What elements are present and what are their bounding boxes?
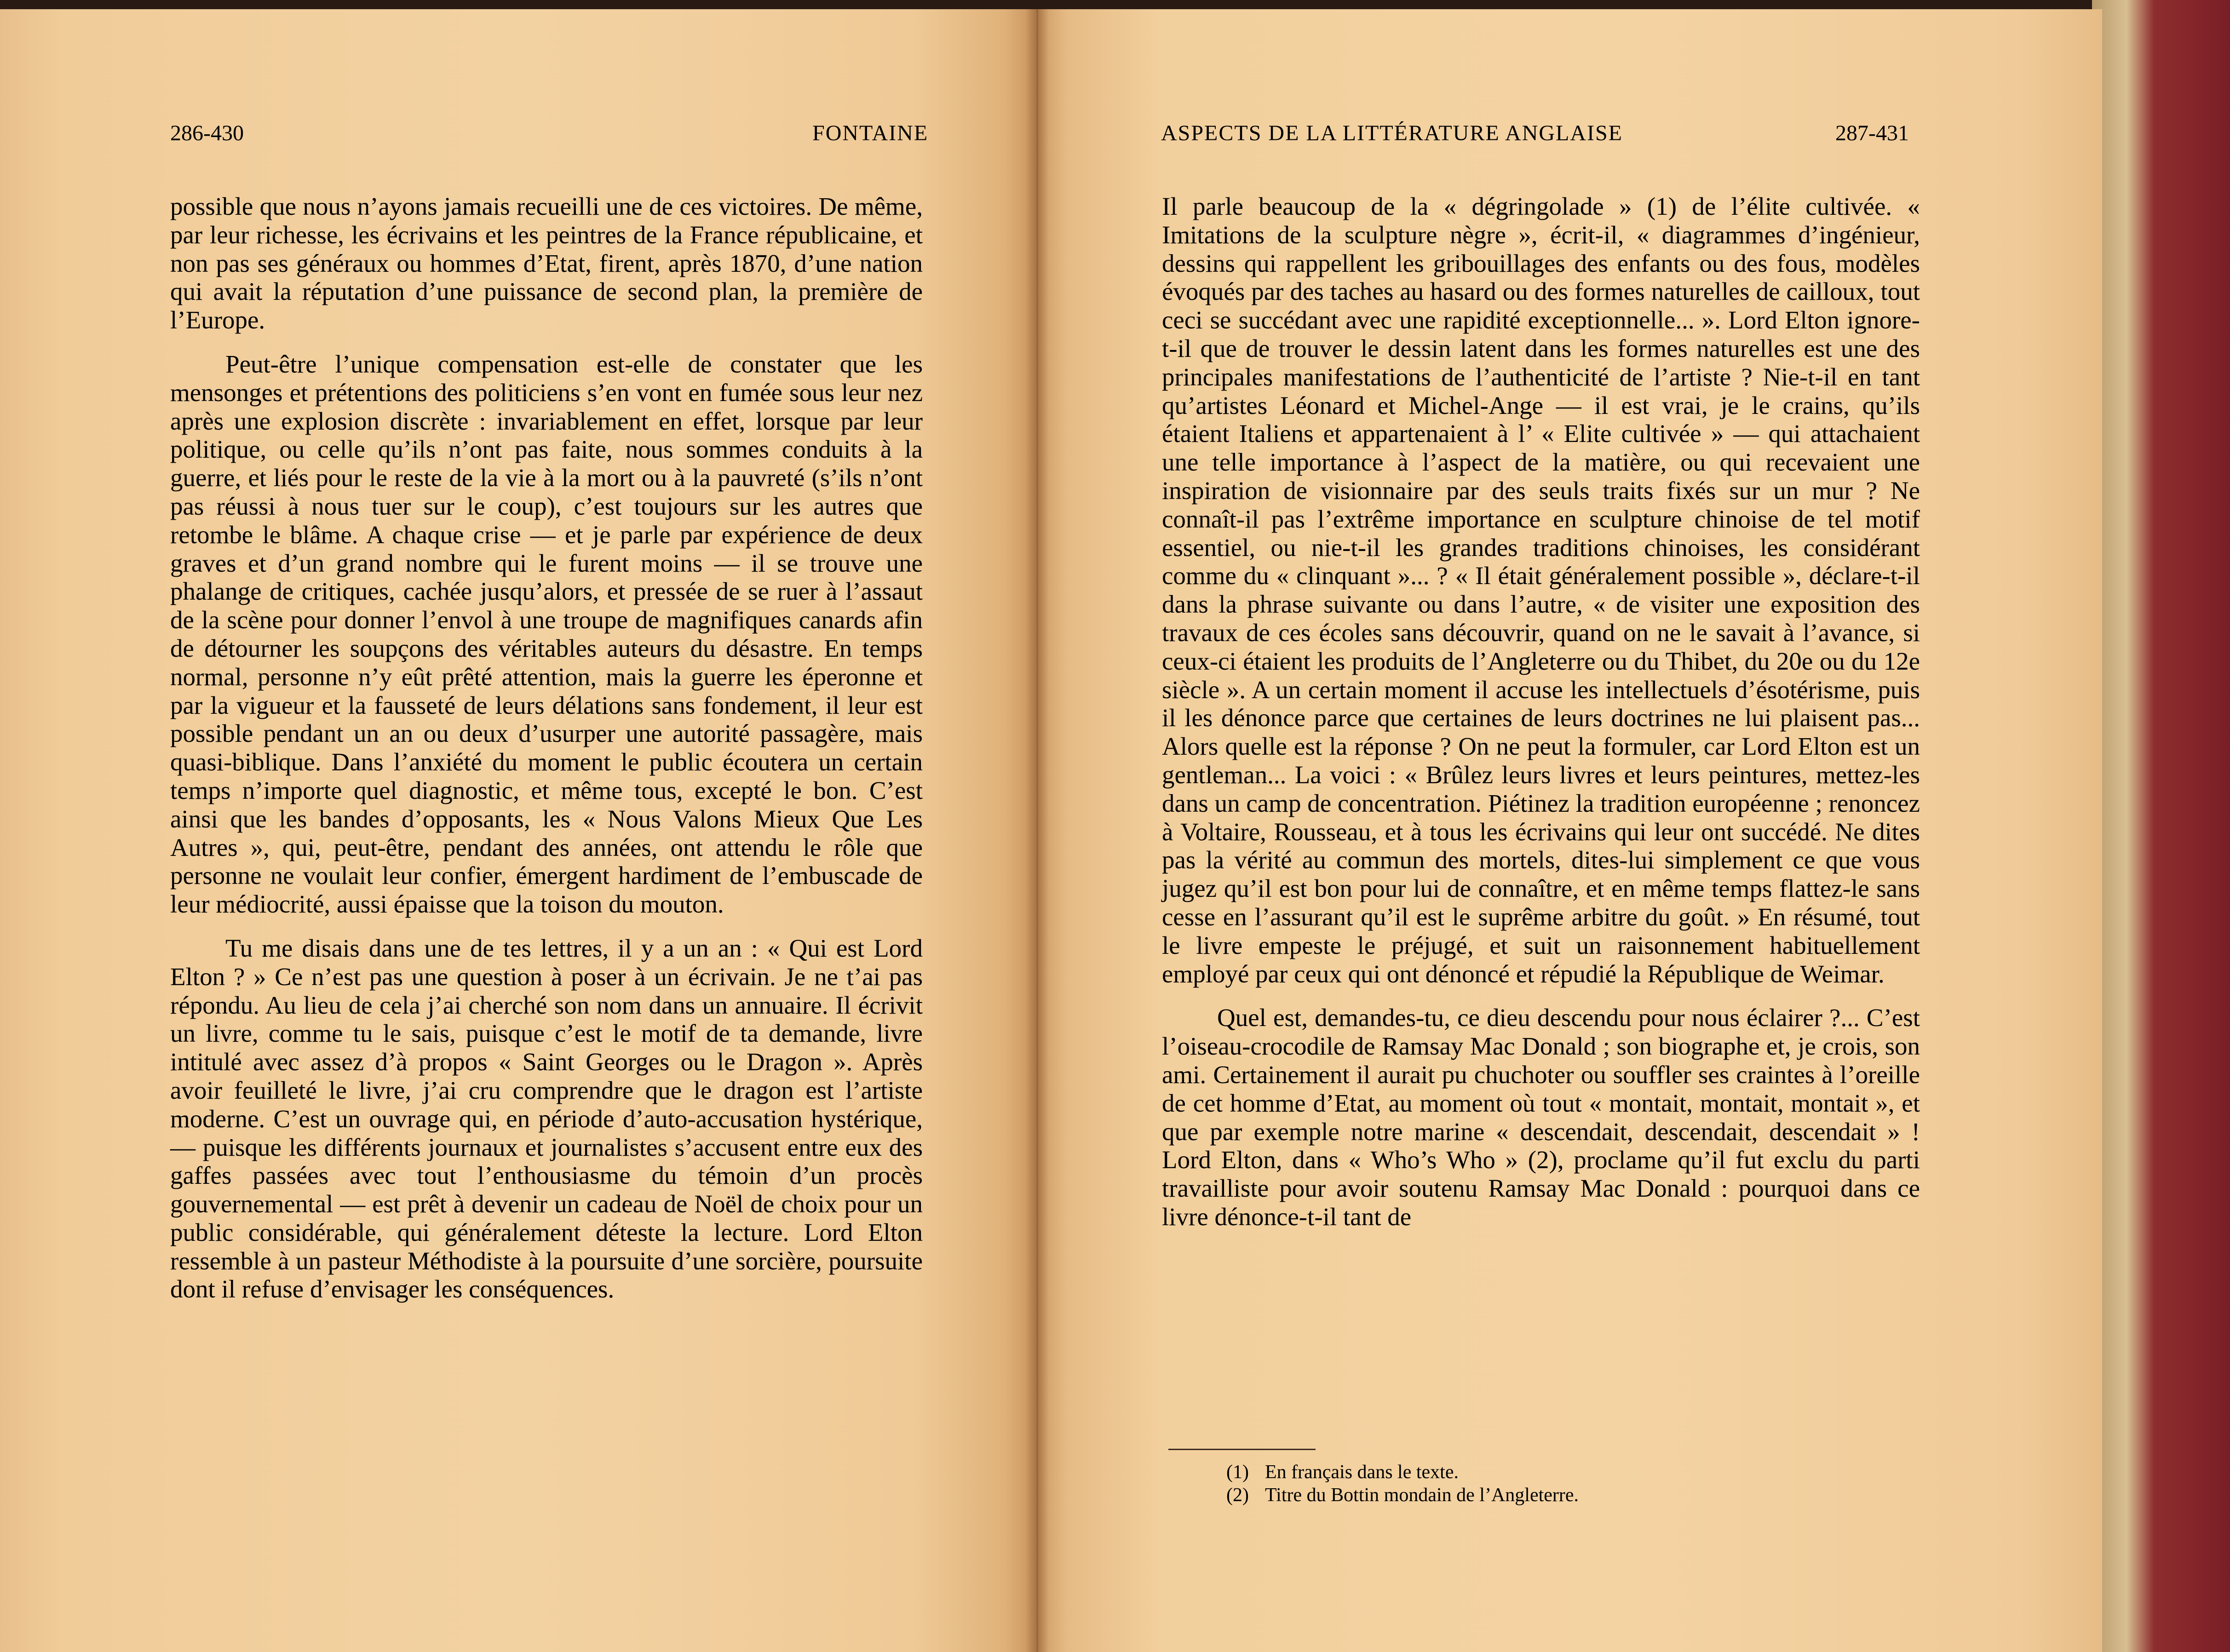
right-folio: 287-431 bbox=[1835, 121, 1909, 145]
book-cover-edge bbox=[2092, 0, 2230, 1652]
right-paragraph-2: Quel est, demandes-tu, ce dieu descendu pour nous éclairer ?... C’est l’oiseau-crocodile de Ramsay Mac Donald ; son biographe et, je crois, son ami. Certainement il aurait pu chuchoter ou souffler ses craintes à l’oreille de cet homme d’Etat, au moment où tout « montait, montait, montait », et que par exemple notre marine « descendait, descendait, descendait » ! Lord Elton, dans « Who’s Who » (2), proclame qu’il fut exclu du parti travailliste pour avoir soutenu Ramsay Mac Donald : pourquoi dans ce livre dénonce-t-il tant de bbox=[1162, 1004, 1920, 1231]
footnote-2-text: Titre du Bottin mondain de l’Angleterre. bbox=[1265, 1485, 1579, 1506]
right-running-head: ASPECTS DE LA LITTÉRATURE ANGLAISE bbox=[1161, 121, 1623, 145]
left-running-head: FONTAINE bbox=[812, 121, 929, 145]
right-text-block bbox=[1162, 192, 1920, 1231]
footnotes bbox=[1226, 1461, 1579, 1507]
book-gutter bbox=[1026, 9, 1049, 1652]
footnote-1-text: En français dans le texte. bbox=[1265, 1462, 1459, 1483]
footnote-rule bbox=[1168, 1449, 1316, 1450]
footnote-2-number: (2) bbox=[1226, 1485, 1249, 1506]
footnote-1-number: (1) bbox=[1226, 1462, 1249, 1483]
right-paragraph-1: Il parle beaucoup de la « dégringolade » (1) de l’élite cultivée. « Imitations de la sculpture nègre », écrit-il, « diagrammes d’ingénieur, dessins qui rappellent les gribouillages des enfants ou des fous, modèles évoqués par des taches au hasard ou des formes naturelles de cailloux, tout ceci se succédant avec une rapidité exceptionnelle... ». Lord Elton ignore-t-il que de trouver le dessin latent dans les formes naturelles est une des principales manifestations de l’authenticité de l’artiste ? Nie-t-il en tant qu’artistes Léonard et Michel-Ange — il est vrai, je le crains, qu’ils étaient Italiens et appartenaient à l’ « Elite cultivée » — qui attachaient une telle importance à l’aspect de la matière, ou qui recevaient une inspiration de visionnaire par des seuls traits fixés sur un mur ? Ne connaît-il pas l’extrême importance en sculpture chinoise de tel motif essentiel, ou nie-t-il les grandes traditions chinoises, les considérant comme du « clinquant »... ? « Il était généralement possible », déclare-t-il dans la phrase suivante ou dans l’autre, « de visiter une exposition des travaux de ces écoles sans découvrir, quand on ne le savait à l’avance, si ceux-ci étaient les produits de l’Angleterre ou du Thibet, du 20e ou du 12e siècle ». A un certain moment il accuse les intellectuels d’ésotérisme, puis il les dénonce parce que certaines de leurs doctrines ne lui plaisent pas... Alors quelle est la réponse ? On ne peut la formuler, car Lord Elton est un gentleman... La voici : « Brûlez leurs livres et leurs peintures, mettez-les dans un camp de concentration. Piétinez la tradition européenne ; renoncez à Voltaire, Rousseau, et à tous les écrivains qui leur ont succédé. Ne dites pas la vérité au commun des mortels, dites-lui simplement ce que vous jugez qu’il est bon pour lui de connaître, et en même temps flattez-le sans cesse en l’assurant qu’il est le suprême arbitre du goût. » En résumé, tout le livre empeste le préjugé, et suit un raisonnement habituellement employé par ceux qui ont dénoncé et répudié la République de Weimar. bbox=[1162, 192, 1920, 988]
book-top-edge bbox=[0, 0, 2230, 10]
left-paragraph-2: Peut-être l’unique compensation est-elle de constater que les mensonges et prétentions des politiciens s’en vont en fumée sous leur nez après une explosion discrète : invariablement en effet, lorsque par leur politique, ou celle qu’ils n’ont pas faite, nous sommes conduits à la guerre, et liés pour le reste de la vie à la mort ou à la pauvreté (s’ils n’ont pas réussi à nous tuer sur le coup), c’est toujours sur les autres que retombe le blâme. A chaque crise — et je parle par expérience de deux graves et d’un grand nombre qui le furent moins — il se trouve une phalange de critiques, cachée jusqu’alors, et pressée de se ruer à l’assaut de la scène pour donner l’envol à une troupe de magnifiques canards afin de détourner les soupçons des véritables auteurs du désastre. En temps normal, personne n’y eût prêté attention, mais la guerre les éperonne et par la vigueur et la fausseté de leurs délations sans fondement, il leur est possible pendant un an ou deux d’usurper une autorité passagère, mais quasi-biblique. Dans l’anxiété du moment le public écoutera un certain temps n’importe quel diagnostic, et même tous, excepté le bon. C’est ainsi que les bandes d’opposants, les « Nous Valons Mieux Que Les Autres », qui, peut-être, pendant des années, ont attendu le rôle que personne ne voulait leur confier, émergent hardiment de l’embuscade de leur médiocrité, aussi épaisse que la toison du mouton. bbox=[170, 350, 923, 918]
footnote-1 bbox=[1226, 1461, 1579, 1484]
left-paragraph-3: Tu me disais dans une de tes lettres, il y a un an : « Qui est Lord Elton ? » Ce n’est pas une question à poser à un écrivain. Je ne t’ai pas répondu. Au lieu de cela j’ai cherché son nom dans un annuaire. Il écrivit un livre, comme tu le sais, puisque c’est le motif de ta demande, livre intitulé avec assez d’à propos « Saint Georges ou le Dragon ». Après avoir feuilleté le livre, j’ai cru comprendre que le dragon est l’artiste moderne. C’est un ouvrage qui, en période d’auto-accusation hystérique, — puisque les différents journaux et journalistes s’accusent entre eux des gaffes passées avec tout l’enthousiasme du témoin d’un procès gouvernemental — est prêt à devenir un cadeau de Noël de choix pour un public considérable, qui généralement déteste la lecture. Lord Elton ressemble à un pasteur Méthodiste à la poursuite d’une sorcière, poursuite dont il refuse d’envisager les conséquences. bbox=[170, 934, 923, 1303]
left-text-block bbox=[170, 192, 923, 1303]
left-folio: 286-430 bbox=[170, 121, 244, 145]
left-paragraph-1: possible que nous n’ayons jamais recueilli une de ces victoires. De même, par leur richesse, les écrivains et les peintres de la France républicaine, et non pas ses généraux ou hommes d’Etat, firent, après 1870, d’une nation qui avait la réputation d’une puissance de second plan, la première de l’Europe. bbox=[170, 192, 923, 334]
footnote-2 bbox=[1226, 1484, 1579, 1507]
